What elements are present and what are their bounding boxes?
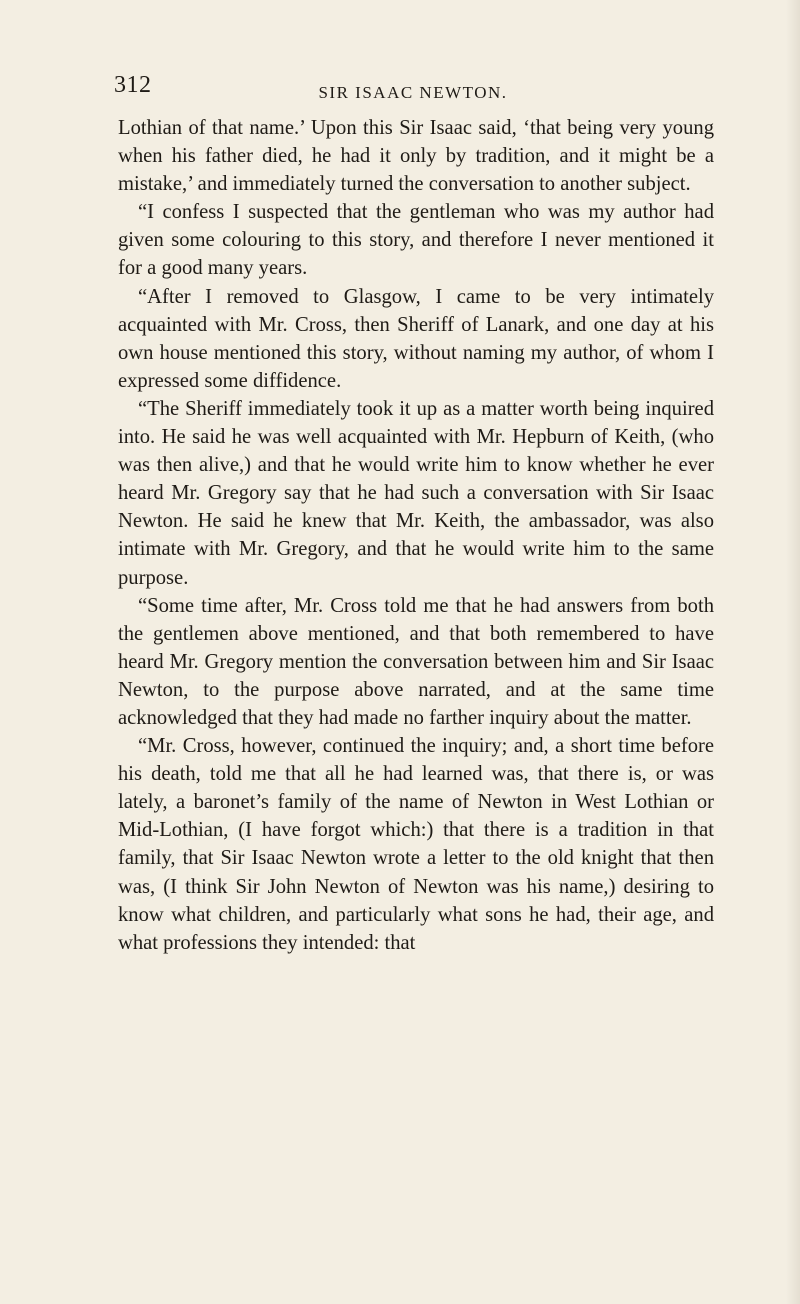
page-number: 312 — [114, 72, 152, 98]
page-edge-shadow — [786, 0, 800, 1304]
paragraph: “After I removed to Glasgow, I came to be very intimately acquainted with Mr. Cross, then Sheriff of Lanark, and one day at his own house mentioned this story, without naming my author, of whom I expressed some diffidence. — [118, 285, 714, 392]
paragraph: “Mr. Cross, however, continued the inquiry; and, a short time before his death, told me that all he had learned was, that there is, or was lately, a baronet’s family of the name of Newton in West Lothian or Mid-Lothian, (I have forgot which:) that there is a tradition in that family, that Sir Isaac Newton wrote a letter to the old knight that then was, (I think Sir John Newton of Newton was his name,) desiring to know what children, and particularly what sons he had, their age, and what professions they intended: that — [118, 735, 714, 954]
body-text — [118, 114, 714, 957]
paragraph: “Some time after, Mr. Cross told me that he had answers from both the gentlemen above mentioned, and that both remembered to have heard Mr. Gregory mention the conversation between him and Sir Isaac Newton, to the purpose above narrated, and at the same time acknowledged that they had made no farther inquiry about the matter. — [118, 594, 714, 729]
paragraph: “I confess I suspected that the gentleman who was my author had given some colouring to this story, and therefore I never mentioned it for a good many years. — [118, 201, 714, 280]
running-head: SIR ISAAC NEWTON. — [318, 83, 508, 102]
paragraph: Lothian of that name.’ Upon this Sir Isaac said, ‘that being very young when his father died, he had it only by tradition, and it might be a mistake,’ and immediately turned the conversation to another subject. — [118, 117, 714, 196]
paragraph: “The Sheriff immediately took it up as a matter worth being inquired into. He said he was well acquainted with Mr. Hepburn of Keith, (who was then alive,) and that he would write him to know whether he ever heard Mr. Gregory say that he had such a conversation with Sir Isaac Newton. He said he knew that Mr. Keith, the ambassador, was also intimate with Mr. Gregory, and that he would write him to the same purpose. — [118, 397, 714, 589]
